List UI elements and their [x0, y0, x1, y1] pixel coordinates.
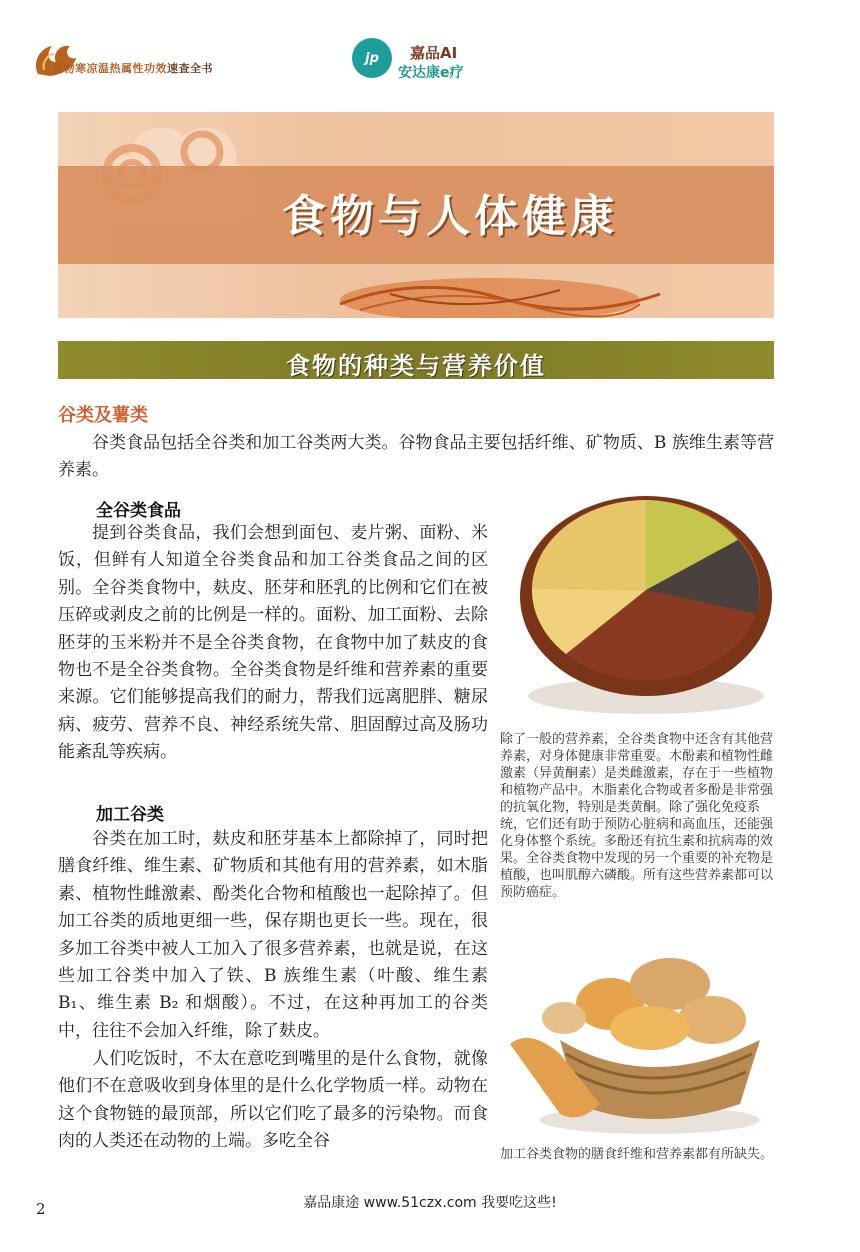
processed-grain-heading: 加工谷类: [96, 805, 164, 825]
grain-image-caption: 除了一般的营养素，全谷类食物中还含有其他营养素，对身体健康非常重要。木酚素和植物性雌激素（异黄酮素）是类雌激素，存在于一些植物和植物产品中。木脂素化合物或者多酚是非常强的抗氧化物，特别是类黄酮。除了强化免疫系统，它们还有助于预防心脏病和高血压，还能强化身体整个系统。多酚还有抗生素和抗病毒的效果。全谷类食物中发现的另一个重要的补充物是植酸，也叫肌醇六磷酸。所有这些营养素都可以预防癌症。: [500, 732, 774, 900]
brand-slogan: 安达康e疗: [398, 65, 464, 81]
intro-paragraph: 谷类食品包括全谷类和加工谷类两大类。谷物食品主要包括纤维、矿物质、B 族维生素等营养素。: [58, 433, 774, 481]
eating-paragraph: 人们吃饭时，不太在意吃到嘴里的是什么食物，就像他们不在意吸收到身体里的是什么化学物质一样。动物在这个食物链的最顶部，所以它们吃了最多的污染物。而食肉的人类还在动物的上端。多吃全谷: [58, 1049, 488, 1152]
brand-name: 嘉品AI: [410, 44, 458, 62]
chapter-title: 食物与人体健康: [282, 191, 618, 242]
book-title-main: 食物寒凉温热属性功效: [52, 62, 167, 75]
logo-badge-text: jp: [365, 50, 379, 66]
whole-grain-heading: 全谷类食品: [96, 501, 181, 521]
brand-logo-icon: [352, 38, 392, 78]
bread-basket-image: [500, 944, 772, 1140]
section-title: 食物的种类与营养价值: [286, 352, 546, 380]
heading-grains: 谷类及薯类: [58, 405, 148, 426]
cordyceps-food-image: [300, 264, 680, 318]
bread-image-caption: 加工谷类食物的膳食纤维和营养素都有所缺失。: [500, 1147, 774, 1162]
whole-grain-paragraph: 提到谷类食品，我们会想到面包、麦片粥、面粉、米饭，但鲜有人知道全谷类食品和加工谷类食品之间的区别。全谷类食物中，麸皮、胚芽和胚乳的比例和它们在被压碎或剥皮之前的比例是一样的。面粉、加工面粉、去除胚芽的玉米粉并不是全谷类食物，在食物中加了麸皮的食物也不是全谷类食物。全谷类食物是纤维和营养素的重要来源。它们能够提高我们的耐力，帮我们远离肥胖、糖尿病、疲劳、营养不良、神经系统失常、胆固醇过高及肠功能紊乱等疾病。: [58, 523, 488, 763]
footer-text: 嘉品康途 www.51czx.com 我要吃这些!: [303, 1195, 557, 1211]
grain-bowl-image: [506, 484, 778, 722]
page-number: 2: [36, 1200, 46, 1218]
book-title: [52, 60, 213, 76]
processed-grain-paragraph: 谷类在加工时，麸皮和胚芽基本上都除掉了，同时把膳食纤维、维生素、矿物质和其他有用的营养素，如木脂素、植物性雌激素、酚类化合物和植酸也一起除掉了。但加工谷类的质地更细一些，保存期也更长一些。现在，很多加工谷类中被人工加入了很多营养素，也就是说，在这些加工谷类中加入了铁、B 族维生素（叶酸、维生素 B₁、维生素 B₂ 和烟酸）。不过，在这种再加工的谷类中，往往不会加入纤维，除了麸皮。: [58, 829, 488, 1041]
book-title-suffix: 速查全书: [167, 62, 213, 75]
